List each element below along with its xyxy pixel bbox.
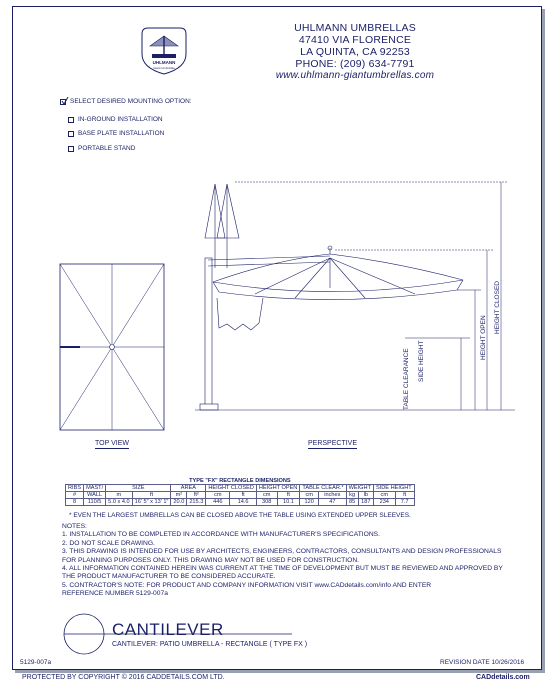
sub-2: m bbox=[106, 492, 132, 499]
th-side-height: SIDE HEIGHT bbox=[373, 485, 414, 492]
sub-13: lb bbox=[358, 492, 373, 499]
company-address-1: 47410 VIA FLORENCE bbox=[298, 34, 412, 46]
cell-sh-cm: 234 bbox=[373, 499, 395, 506]
table-title: TYPE "FX" RECTANGLE DIMENSIONS bbox=[189, 478, 291, 484]
note-5: 5. CONTRACTOR'S NOTE: FOR PRODUCT AND COMPANY INFORMATION VISIT www.CADdetails.com/info AND ENTER bbox=[62, 581, 432, 589]
company-name: UHLMANN UMBRELLAS bbox=[294, 22, 416, 34]
option-portable-stand[interactable] bbox=[68, 145, 135, 152]
note-1: 1. INSTALLATION TO BE COMPLETED IN ACCORDANCE WITH MANUFACTURER'S SPECIFICATIONS. bbox=[62, 531, 380, 539]
cell-ho-cm: 308 bbox=[256, 499, 277, 506]
drawing-title: CANTILEVER bbox=[112, 620, 224, 639]
option-base-plate[interactable] bbox=[68, 130, 164, 137]
mounting-heading bbox=[60, 98, 192, 105]
revision-date: REVISION DATE 10/26/2016 bbox=[440, 659, 525, 666]
cell-ho-ft: 10.1 bbox=[277, 499, 300, 506]
mounting-heading-label: SELECT DESIRED MOUNTING OPTION: bbox=[70, 98, 192, 105]
sub-4: m² bbox=[171, 492, 187, 499]
checkbox-in-ground[interactable] bbox=[68, 117, 74, 123]
cell-tc-in: 47 bbox=[319, 499, 347, 506]
table-subheader-row bbox=[66, 492, 415, 499]
th-mast: MAST/ bbox=[84, 485, 106, 492]
option-in-ground-label: IN-GROUND INSTALLATION bbox=[78, 116, 163, 123]
company-url[interactable]: www.uhlmann-giantumbrellas.com bbox=[275, 70, 435, 81]
sub-8: cm bbox=[256, 492, 277, 499]
th-weight: WEIGHT bbox=[346, 485, 373, 492]
company-address-2: LA QUINTA, CA 92253 bbox=[300, 46, 410, 58]
sub-7: ft bbox=[230, 492, 257, 499]
cell-ribs: 8 bbox=[66, 499, 84, 506]
notes-block bbox=[62, 523, 503, 599]
cell-sh-ft: 7.7 bbox=[395, 499, 414, 506]
note-3: 3. THIS DRAWING IS INTENDED FOR USE BY ARCHITECTS, ENGINEERS, CONTRACTORS, CONSULTANTS AND DESIGN PROFESSIONALS bbox=[62, 548, 502, 556]
th-size: SIZE bbox=[106, 485, 171, 492]
checked-icon bbox=[60, 99, 66, 105]
cell-size-m: 5.0 x 4.0 bbox=[106, 499, 132, 506]
sub-10: cm bbox=[300, 492, 319, 499]
dimensions-table bbox=[65, 478, 415, 506]
sub-11: inches bbox=[319, 492, 347, 499]
company-phone: PHONE: (209) 634-7791 bbox=[295, 58, 415, 70]
cell-hc-ft: 14.6 bbox=[230, 499, 257, 506]
note-3-cont: FOR PLANNING PURPOSES ONLY. THIS DRAWING MAY NOT BE USED FOR CONSTRUCTION. bbox=[62, 556, 360, 564]
logo-subtext: Giant Umbrellas bbox=[153, 66, 175, 70]
top-view-drawing bbox=[58, 262, 166, 432]
cell-area-ft2: 215.3 bbox=[187, 499, 206, 506]
cell-mast: 110/5 bbox=[84, 499, 106, 506]
sub-6: cm bbox=[206, 492, 230, 499]
top-view-label: TOP VIEW bbox=[95, 440, 129, 447]
sub-12: kg bbox=[346, 492, 358, 499]
sub-14: cm bbox=[373, 492, 395, 499]
note-5-cont: REFERENCE NUMBER 5129-007a bbox=[62, 590, 168, 598]
note-2: 2. DO NOT SCALE DRAWING. bbox=[62, 539, 155, 547]
th-ribs: RIBS bbox=[66, 485, 84, 492]
sub-5: ft² bbox=[187, 492, 206, 499]
sub-15: ft bbox=[395, 492, 414, 499]
checkbox-portable-stand[interactable] bbox=[68, 146, 74, 152]
cell-size-ft: 16' 5" x 13' 1" bbox=[132, 499, 171, 506]
note-4: 4. ALL INFORMATION CONTAINED HEREIN WAS CURRENT AT THE TIME OF DEVELOPMENT BUT MUST BE REVIEWED AND APPROVED BY bbox=[62, 565, 503, 573]
cell-hc-cm: 446 bbox=[206, 499, 230, 506]
th-height-closed: HEIGHT CLOSED bbox=[206, 485, 257, 492]
cell-w-kg: 85 bbox=[346, 499, 358, 506]
table-header-row bbox=[66, 485, 415, 492]
drawing-subtitle: CANTILEVER: PATIO UMBRELLA - RECTANGLE ( TYPE FX ) bbox=[112, 641, 308, 648]
table-clearance-label: TABLE CLEARANCE bbox=[403, 348, 410, 410]
cell-area-m2: 20.0 bbox=[171, 499, 187, 506]
option-base-plate-label: BASE PLATE INSTALLATION bbox=[78, 130, 165, 137]
reference-number: 5129-007a bbox=[20, 659, 52, 666]
height-open-label: HEIGHT OPEN bbox=[480, 315, 487, 360]
perspective-drawing bbox=[195, 178, 515, 440]
side-height-label: SIDE HEIGHT bbox=[418, 340, 425, 382]
notes-heading: NOTES: bbox=[62, 523, 87, 530]
sub-3: ft bbox=[132, 492, 171, 499]
table-row bbox=[66, 499, 415, 506]
sub-0: # bbox=[66, 492, 84, 499]
copyright-text: PROTECTED BY COPYRIGHT © 2016 CADDETAILS.COM LTD. bbox=[22, 674, 225, 681]
height-closed-label: HEIGHT CLOSED bbox=[494, 281, 501, 334]
th-table-clear: TABLE CLEAR.* bbox=[300, 485, 346, 492]
option-portable-stand-label: PORTABLE STAND bbox=[78, 145, 136, 152]
table-footnote: * EVEN THE LARGEST UMBRELLAS CAN BE CLOSED ABOVE THE TABLE USING EXTENDED UPPER SLEEVES. bbox=[69, 512, 411, 519]
sub-1: WALL bbox=[84, 492, 106, 499]
sub-9: ft bbox=[277, 492, 300, 499]
note-4-cont: THE PRODUCT MANUFACTURER TO BE CONSIDERED ACCURATE. bbox=[62, 573, 276, 581]
cell-tc-cm: 120 bbox=[300, 499, 319, 506]
company-info bbox=[255, 22, 455, 82]
checkbox-base-plate[interactable] bbox=[68, 131, 74, 137]
option-in-ground[interactable] bbox=[68, 116, 163, 123]
th-height-open: HEIGHT OPEN bbox=[256, 485, 299, 492]
cell-w-lb: 187 bbox=[358, 499, 373, 506]
th-area: AREA bbox=[171, 485, 206, 492]
logo-text: UHLMANN bbox=[152, 60, 176, 65]
perspective-label: PERSPECTIVE bbox=[308, 440, 358, 447]
caddetails-brand[interactable]: CADdetails.com bbox=[476, 674, 530, 681]
